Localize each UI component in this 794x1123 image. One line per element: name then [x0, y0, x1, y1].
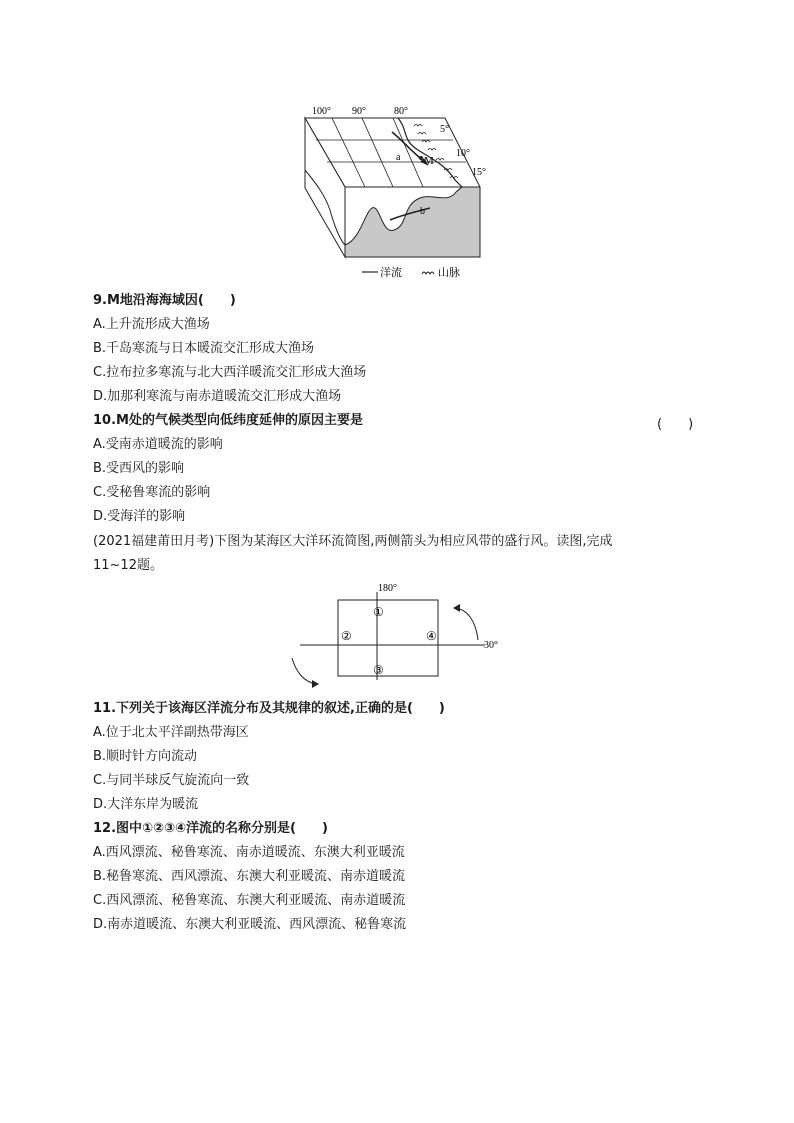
- lat-label-10: 10°: [456, 148, 470, 159]
- label-b: b: [420, 206, 425, 217]
- q10-option-b[interactable]: B.受西风的影响: [93, 461, 185, 476]
- q12-option-d[interactable]: D.南赤道暖流、东澳大利亚暖流、西风漂流、秘鲁寒流: [93, 917, 407, 932]
- figure-circulation-diagram: [280, 578, 520, 688]
- q11-option-b[interactable]: B.顺时针方向流动: [93, 749, 198, 764]
- q9-stem: 9.M地沿海海域因( ): [93, 293, 236, 308]
- q10-option-c[interactable]: C.受秘鲁寒流的影响: [93, 485, 211, 500]
- lon-label-100: 100°: [312, 106, 331, 117]
- q11-option-c[interactable]: C.与同半球反气旋流向一致: [93, 773, 250, 788]
- q9-option-b[interactable]: B.千岛寒流与日本暖流交汇形成大渔场: [93, 341, 315, 356]
- lat-label-5: 5°: [440, 124, 449, 135]
- legend-current-label: 洋流: [380, 267, 402, 279]
- q12-stem: 12.图中①②③④洋流的名称分别是( ): [93, 821, 328, 836]
- label-a: a: [396, 152, 401, 163]
- q9-option-d[interactable]: D.加那利寒流与南赤道暖流交汇形成大渔场: [93, 389, 342, 404]
- q11-option-d[interactable]: D.大洋东岸为暖流: [93, 797, 199, 812]
- legend-mountain-icon: [422, 272, 434, 274]
- wind-arrow-right: [456, 608, 478, 640]
- legend-mountain-label: 山脉: [438, 267, 460, 279]
- label-M: M: [424, 155, 434, 167]
- q12-option-b[interactable]: B.秘鲁寒流、西风漂流、东澳大利亚暖流、南赤道暖流: [93, 869, 406, 884]
- q10-option-a[interactable]: A.受南赤道暖流的影响: [93, 437, 223, 452]
- lon-label-80: 80°: [394, 106, 408, 117]
- q12-option-a[interactable]: A.西风漂流、秘鲁寒流、南赤道暖流、东澳大利亚暖流: [93, 845, 405, 860]
- lat-label-30: 30°: [484, 640, 498, 651]
- q9-option-a[interactable]: A.上升流形成大渔场: [93, 317, 210, 332]
- q12-option-c[interactable]: C.西风漂流、秘鲁寒流、东澳大利亚暖流、南赤道暖流: [93, 893, 406, 908]
- circle-3: ③: [373, 663, 384, 677]
- q11-option-a[interactable]: A.位于北太平洋副热带海区: [93, 725, 249, 740]
- q10-option-d[interactable]: D.受海洋的影响: [93, 509, 186, 524]
- circle-2: ②: [341, 629, 352, 643]
- circle-1: ①: [373, 605, 384, 619]
- lon-label-180: 180°: [378, 583, 397, 594]
- circle-4: ④: [426, 629, 437, 643]
- intro-line-2: 11~12题。: [93, 558, 163, 573]
- circulation-box: [338, 600, 438, 676]
- intro-line-1: (2021福建莆田月考)下图为某海区大洋环流简图,两侧箭头为相应风带的盛行风。读图,完成: [93, 534, 613, 549]
- wind-arrow-left: [292, 658, 316, 684]
- lat-label-15: 15°: [472, 167, 486, 178]
- q11-stem: 11.下列关于该海区洋流分布及其规律的叙述,正确的是( ): [93, 701, 445, 716]
- q10-answer-paren: ( ): [657, 417, 694, 432]
- figure-block-diagram: [290, 100, 510, 285]
- q9-option-c[interactable]: C.拉布拉多寒流与北大西洋暖流交汇形成大渔场: [93, 365, 367, 380]
- lon-label-90: 90°: [352, 106, 366, 117]
- q10-stem: 10.M处的气候类型向低纬度延伸的原因主要是: [93, 413, 363, 428]
